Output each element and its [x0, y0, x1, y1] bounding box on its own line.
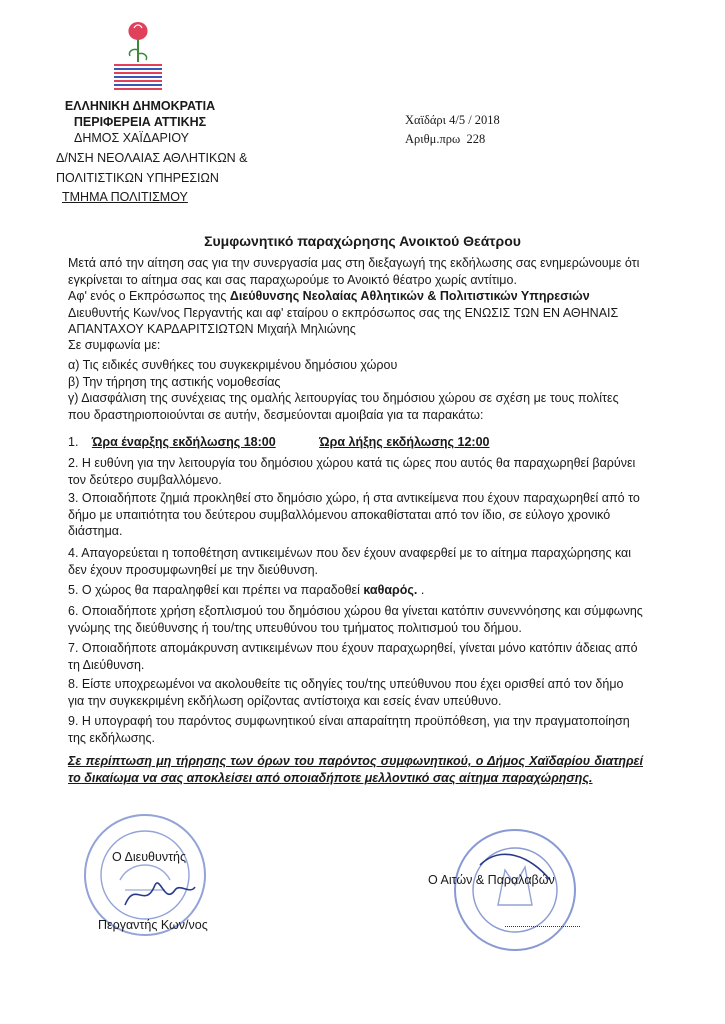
term-6: 6. Οποιαδήποτε χρήση εξοπλισμού του δημόσιου χώρου θα γίνεται κατόπιν συνεννόησης και σύμφωνης γνώμης της διεύθυνσης ή του/της υπευθύνου του τμήματος πολιτισμού του δήμου. — [68, 604, 643, 635]
term-8: 8. Είστε υποχρεωμένοι να ακολουθείτε τις οδηγίες του/της υπεύθυνου που έχει ορισθεί από τον δήμο για την συγκεκριμένη εκδήλωση ορίζοντας αντίστοιχα και εσείς έναν υπεύθυνο. — [68, 677, 624, 708]
term-1 — [68, 434, 643, 451]
term-7: 7. Οποιαδήποτε απομάκρυνση αντικειμένων που έχουν παραχωρηθεί, γίνεται μόνο κατόπιν άδειας από τη Διεύθυνση. — [68, 641, 638, 672]
protocol-value: 228 — [466, 132, 486, 146]
header-municipality: ΔΗΜΟΣ ΧΑΪΔΑΡΙΟΥ — [74, 131, 190, 145]
term-5-end: . — [417, 583, 425, 597]
header-directorate: Δ/ΝΣΗ ΝΕΟΛΑΙΑΣ ΑΘΛΗΤΙΚΩΝ & — [56, 151, 248, 165]
document-title: Συμφωνητικό παραχώρησης Ανοικτού Θεάτρου — [204, 233, 521, 249]
director-title: Ο Διευθυντής — [112, 850, 186, 864]
director-signature — [120, 875, 200, 920]
term-4: 4. Απαγορεύεται η τοποθέτηση αντικειμένων που δεν έχουν αναφερθεί με το αίτημα παραχώρησης και δεν έχουν προσυμφωνηθεί με την διεύθυνση. — [68, 546, 632, 577]
condition-a: α) Τις ειδικές συνθήκες του συγκεκριμένου δημόσιου χώρου — [68, 358, 398, 372]
warning-notice: Σε περίπτωση μη τήρησης των όρων του παρόντος συμφωνητικού, ο Δήμος Χαϊδαρίου διατηρεί το δικαίωμα να σας αποκλείσει από οποιαδήποτε μελλοντικό σας αίτημα παραχώρησης. — [68, 754, 643, 785]
term-1-number: 1. — [68, 435, 79, 449]
term-2: 2. Η ευθύνη για την λειτουργία του δημόσιου χώρου κατά τις ώρες που αυτός θα παραχωρηθεί βαρύνει τον δεύτερο συμβαλλόμενο. — [68, 456, 636, 487]
document-date: Χαϊδάρι 4/5 / 2018 — [405, 113, 500, 127]
header-republic: ΕΛΛΗΝΙΚΗ ΔΗΜΟΚΡΑΤΙΑ — [64, 99, 216, 113]
directorate-name: Διεύθυνσης Νεολαίας Αθλητικών & Πολιτιστικών Υπηρεσιών — [229, 289, 590, 303]
director-name: Περγαντής Κων/νος — [98, 918, 208, 932]
term-5-text: 5. Ο χώρος θα παραληφθεί και πρέπει να παραδοθεί — [68, 583, 364, 597]
signature-dotted-line — [505, 926, 580, 927]
protocol-number — [405, 132, 485, 147]
agreement-lead: Σε συμφωνία με: — [68, 338, 161, 352]
intro-paragraph: Μετά από την αίτηση σας για την συνεργασία μας στη διεξαγωγή της εκδήλωσης σας ενημερώνουμε ότι εγκρίνεται το αίτημα σας και σας παραχωρούμε το Ανοικτό θέατρο χωρίς αντίτιμο. — [68, 256, 640, 287]
header-department: ΤΜΗΜΑ ΠΟΛΙΤΙΣΜΟΥ — [62, 190, 188, 204]
condition-c: γ) Διασφάλιση της συνέχειας της ομαλής λειτουργίας του δημόσιου χώρου σε σχέση με τους πολίτες που δραστηριοποιούνται σε αυτήν, δεσμεύονται αμοιβαία για τα παρακάτω: — [68, 391, 619, 422]
term-9: 9. Η υπογραφή του παρόντος συμφωνητικού είναι απαραίτητη προϋπόθεση, για την πραγματοποίηση της εκδήλωσης. — [68, 714, 630, 745]
term-3: 3. Οποιαδήποτε ζημιά προκληθεί στο δημόσιο χώρο, ή στα αντικείμενα που έχουν παραχωρηθεί από το δήμο με υπαιτιότητα του δεύτερου συμβαλλόμενου αποκαθίσταται από τον ίδιο, σε εύλογο χρονικό διάστημα. — [68, 491, 640, 538]
term-5-clean: καθαρός. — [363, 583, 418, 597]
condition-b: β) Την τήρηση της αστικής νομοθεσίας — [68, 375, 281, 389]
header-region: ΠΕΡΙΦΕΡΕΙΑ ΑΤΤΙΚΗΣ — [73, 115, 207, 129]
protocol-label: Αριθμ.πρω — [405, 132, 461, 146]
end-time: Ώρα λήξης εκδήλωσης 12:00 — [319, 435, 490, 449]
poppy-logo-icon — [108, 18, 168, 98]
header-services: ΠΟΛΙΤΙΣΤΙΚΩΝ ΥΠΗΡΕΣΙΩΝ — [56, 171, 219, 185]
parties-lead: Αφ' ενός ο Εκπρόσωπος της — [68, 289, 230, 303]
parties-detail: Διευθυντής Κων/νος Περγαντής και αφ' εταίρου ο εκπρόσωπος σας της ΕΝΩΣΙΣ ΤΩΝ ΕΝ ΑΘΗΝΑΙΣ ΑΠΑΝΤΑΧΟΥ ΚΑΡΔΑΡΙΤΣΙΩΤΩΝ Μιχαήλ Μηλιώνης — [68, 305, 619, 336]
start-time: Ώρα έναρξης εκδήλωσης 18:00 — [91, 435, 276, 449]
parties-paragraph — [68, 288, 643, 338]
applicant-title: Ο Αιτών & Παραλαβών — [428, 873, 555, 887]
association-stamp — [450, 825, 580, 955]
term-5 — [68, 582, 643, 599]
